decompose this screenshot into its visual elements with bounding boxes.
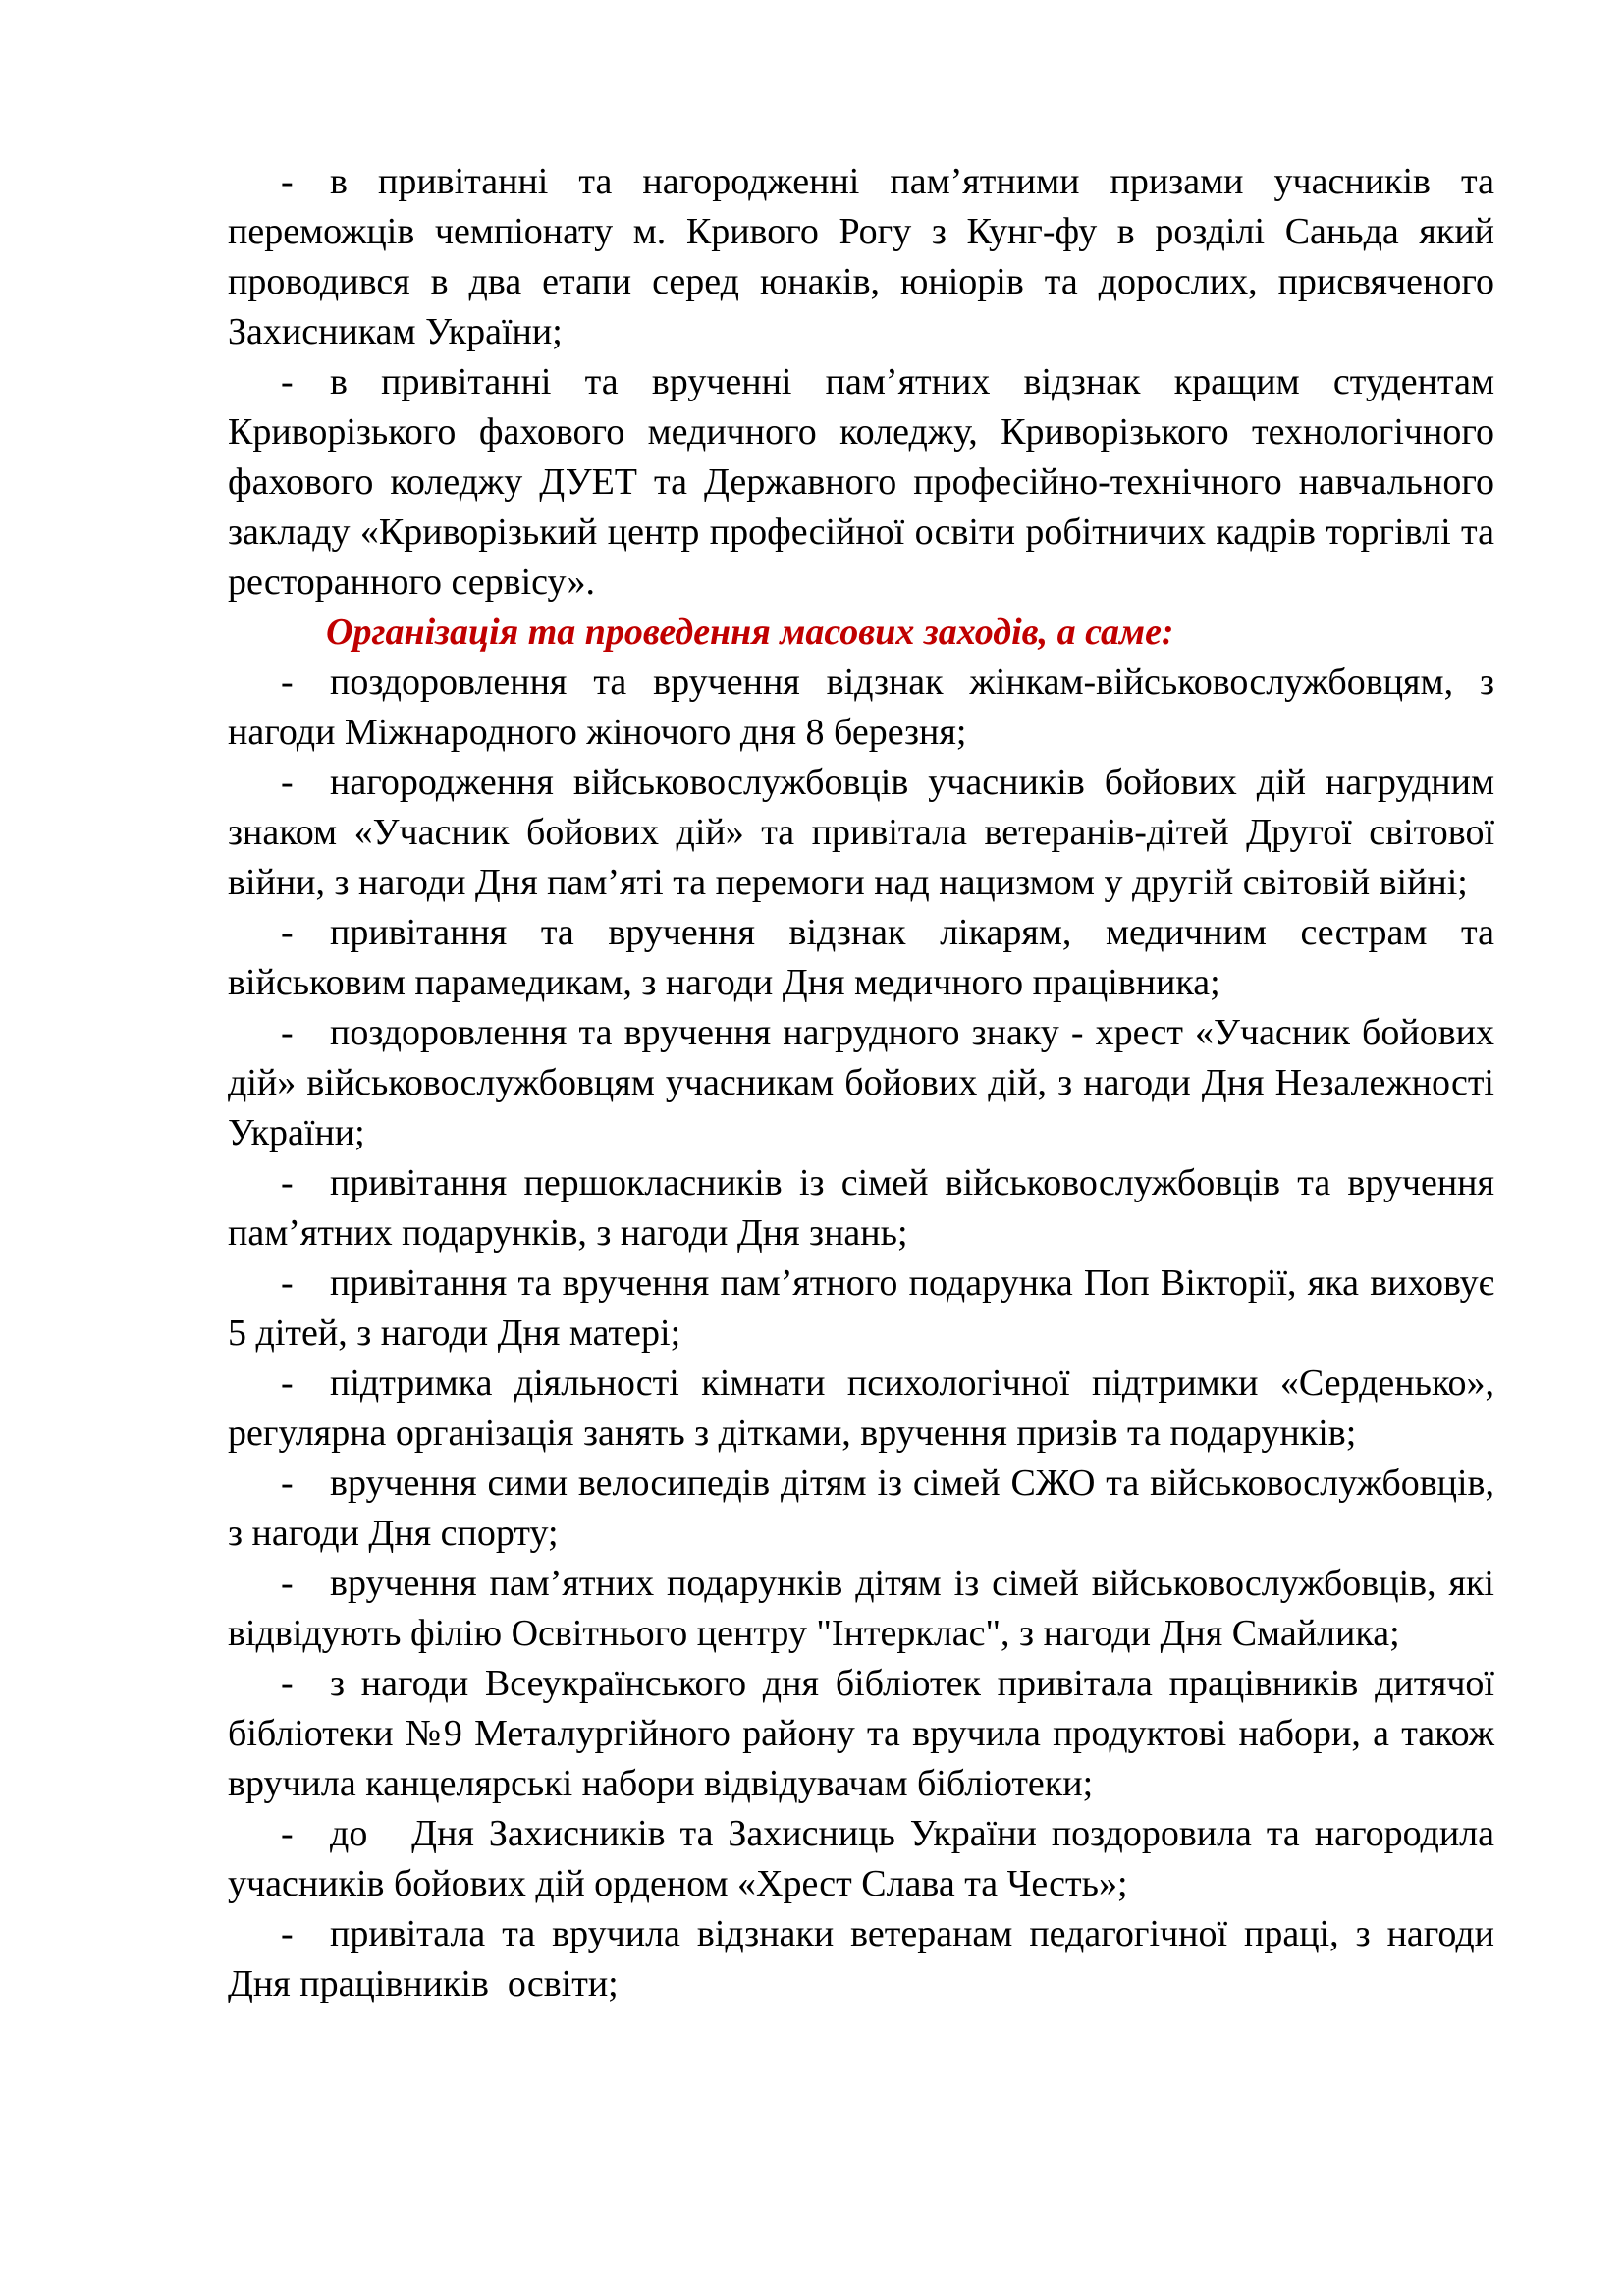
paragraph-text: привітання та вручення відзнак лікарям, медичним сестрам та військовим парамедикам, з нагоди Дня медичного працівника; — [228, 912, 1494, 1003]
dash-marker: - — [281, 361, 294, 402]
dash-marker: - — [281, 912, 294, 953]
dash-marker: - — [281, 161, 294, 202]
paragraph-text: нагородження військовослужбовців учасників бойових дій нагрудним знаком «Учасник бойових дій» та привітала ветеранів-дітей Другої світової війни, з нагоди Дня пам’яті та перемоги над нацизмом у другій світовій війні; — [228, 762, 1494, 903]
dash-marker: - — [281, 1813, 294, 1854]
paragraph-text: підтримка діяльності кімнати психологічної підтримки «Серденько», регулярна організація занять з дітками, вручення призів та подарунків; — [228, 1362, 1494, 1454]
paragraph-text: привітання першокласників із сімей військовослужбовців та вручення пам’ятних подарунків, з нагоди Дня знань; — [228, 1162, 1494, 1254]
dash-marker: - — [281, 762, 294, 803]
paragraph-text: привітання та вручення пам’ятного подарунка Поп Вікторії, яка виховує 5 дітей, з нагоди Дня матері; — [228, 1262, 1494, 1354]
dash-marker: - — [281, 1913, 294, 1954]
dash-marker: - — [281, 1663, 294, 1704]
paragraph-text: привітала та вручила відзнаки ветеранам педагогічної праці, з нагоди Дня працівників освіти; — [228, 1913, 1494, 2004]
list-item — [228, 758, 1494, 908]
paragraph-text: з нагоди Всеукраїнського дня бібліотек привітала працівників дитячої бібліотеки №9 Металургійного району та вручила продуктові набори, а також вручила канцелярські набори відвідувачам бібліотеки; — [228, 1663, 1494, 1804]
list-item — [228, 1158, 1494, 1258]
paragraph-text: в привітанні та нагородженні пам’ятними призами учасників та переможців чемпіонату м. Кривого Рогу з Кунг-фу в розділі Саньда який проводився в два етапи серед юнаків, юніорів та дорослих, присвяченого Захисникам України; — [228, 161, 1494, 352]
dash-marker: - — [281, 1012, 294, 1053]
list-item — [228, 357, 1494, 608]
list-item — [228, 157, 1494, 357]
list-item — [228, 1008, 1494, 1158]
dash-marker: - — [281, 1463, 294, 1504]
paragraph-text: до Дня Захисників та Захисниць України поздоровила та нагородила учасників бойових дій орденом «Хрест Слава та Честь»; — [228, 1813, 1494, 1904]
list-item — [228, 658, 1494, 758]
list-item — [228, 1459, 1494, 1559]
paragraph-text: вручення сими велосипедів дітям із сімей СЖО та військовослужбовців, з нагоди Дня спорту; — [228, 1463, 1494, 1554]
dash-marker: - — [281, 1262, 294, 1304]
list-item — [228, 908, 1494, 1008]
dash-marker: - — [281, 1563, 294, 1604]
paragraph-text: поздоровлення та вручення відзнак жінкам-військовослужбовцям, з нагоди Міжнародного жіночого дня 8 березня; — [228, 662, 1494, 753]
dash-marker: - — [281, 1362, 294, 1404]
paragraph-text: поздоровлення та вручення нагрудного знаку - хрест «Учасник бойових дій» військовослужбовцям учасникам бойових дій, з нагоди Дня Незалежності України; — [228, 1012, 1494, 1153]
section-heading: Організація та проведення масових заходів, а саме: — [326, 612, 1174, 653]
dash-marker: - — [281, 1162, 294, 1203]
list-item — [228, 1258, 1494, 1359]
list-item — [228, 1659, 1494, 1809]
list-item — [228, 1809, 1494, 1909]
list-item — [228, 1909, 1494, 2009]
document-body — [228, 157, 1494, 2009]
paragraph-text: в привітанні та врученні пам’ятних відзнак кращим студентам Криворізького фахового медичного коледжу, Криворізького технологічного фахового коледжу ДУЕТ та Державного професійно-технічного навчального закладу «Криворізький центр професійної освіти робітничих кадрів торгівлі та ресторанного сервісу». — [228, 361, 1494, 603]
paragraph-text: вручення пам’ятних подарунків дітям із сімей військовослужбовців, які відвідують філію Освітнього центру "Інтерклас", з нагоди Дня Смайлика; — [228, 1563, 1494, 1654]
list-item — [228, 1559, 1494, 1659]
dash-marker: - — [281, 662, 294, 703]
list-item — [228, 1359, 1494, 1459]
